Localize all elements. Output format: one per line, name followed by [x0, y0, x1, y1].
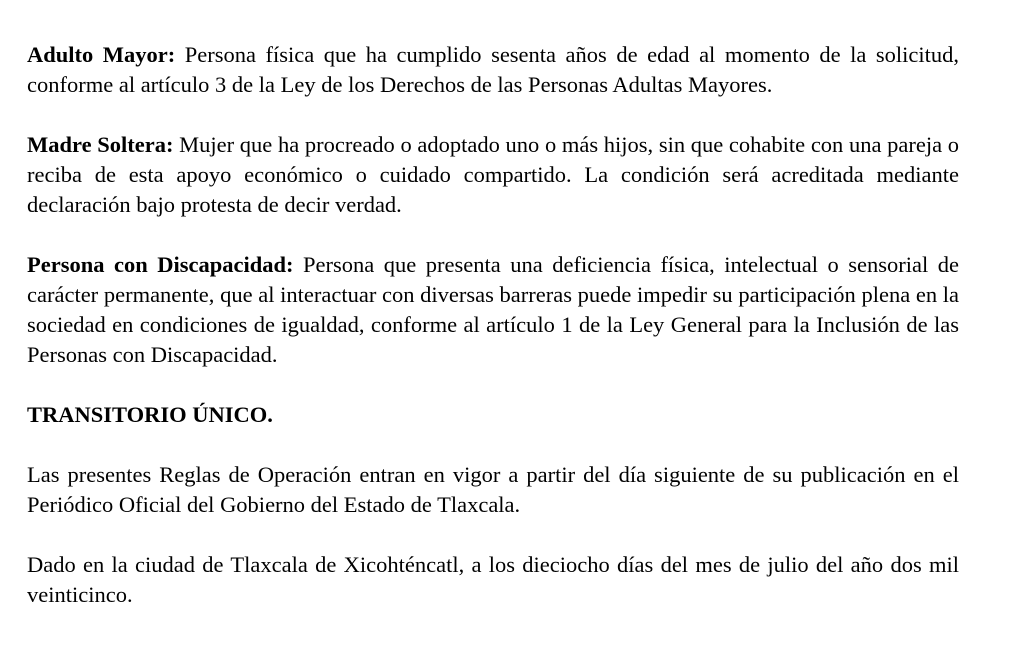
document-page	[27, 40, 959, 610]
definition-madre-soltera	[27, 130, 959, 220]
definition-adulto-mayor	[27, 40, 959, 100]
definition-term: Persona con Discapacidad:	[27, 252, 294, 277]
transitorio-paragraph: Las presentes Reglas de Operación entran en vigor a partir del día siguiente de su publicación en el Periódico Oficial del Gobierno del Estado de Tlaxcala.	[27, 462, 959, 517]
definition-term: Madre Soltera:	[27, 132, 174, 157]
definition-persona-con-discapacidad	[27, 250, 959, 370]
definition-text: Persona física que ha cumplido sesenta años de edad al momento de la solicitud, conforme al artículo 3 de la Ley de los Derechos de las Personas Adultas Mayores.	[27, 42, 959, 97]
definition-text: Persona que presenta una deficiencia física, intelectual o sensorial de carácter permanente, que al interactuar con diversas barreras puede impedir su participación plena en la sociedad en condiciones de igualdad, conforme al artículo 1 de la Ley General para la Inclusión de las Personas con Discapacidad.	[27, 252, 960, 367]
section-heading-transitorio: TRANSITORIO ÚNICO.	[27, 402, 273, 427]
closing-paragraph: Dado en la ciudad de Tlaxcala de Xicohténcatl, a los dieciocho días del mes de julio del año dos mil veinticinco.	[27, 552, 959, 607]
definition-text: Mujer que ha procreado o adoptado uno o más hijos, sin que cohabite con una pareja o reciba de esta apoyo económico o cuidado compartido. La condición será acreditada mediante declaración bajo protesta de decir verdad.	[27, 132, 960, 217]
definition-term: Adulto Mayor:	[27, 42, 176, 67]
